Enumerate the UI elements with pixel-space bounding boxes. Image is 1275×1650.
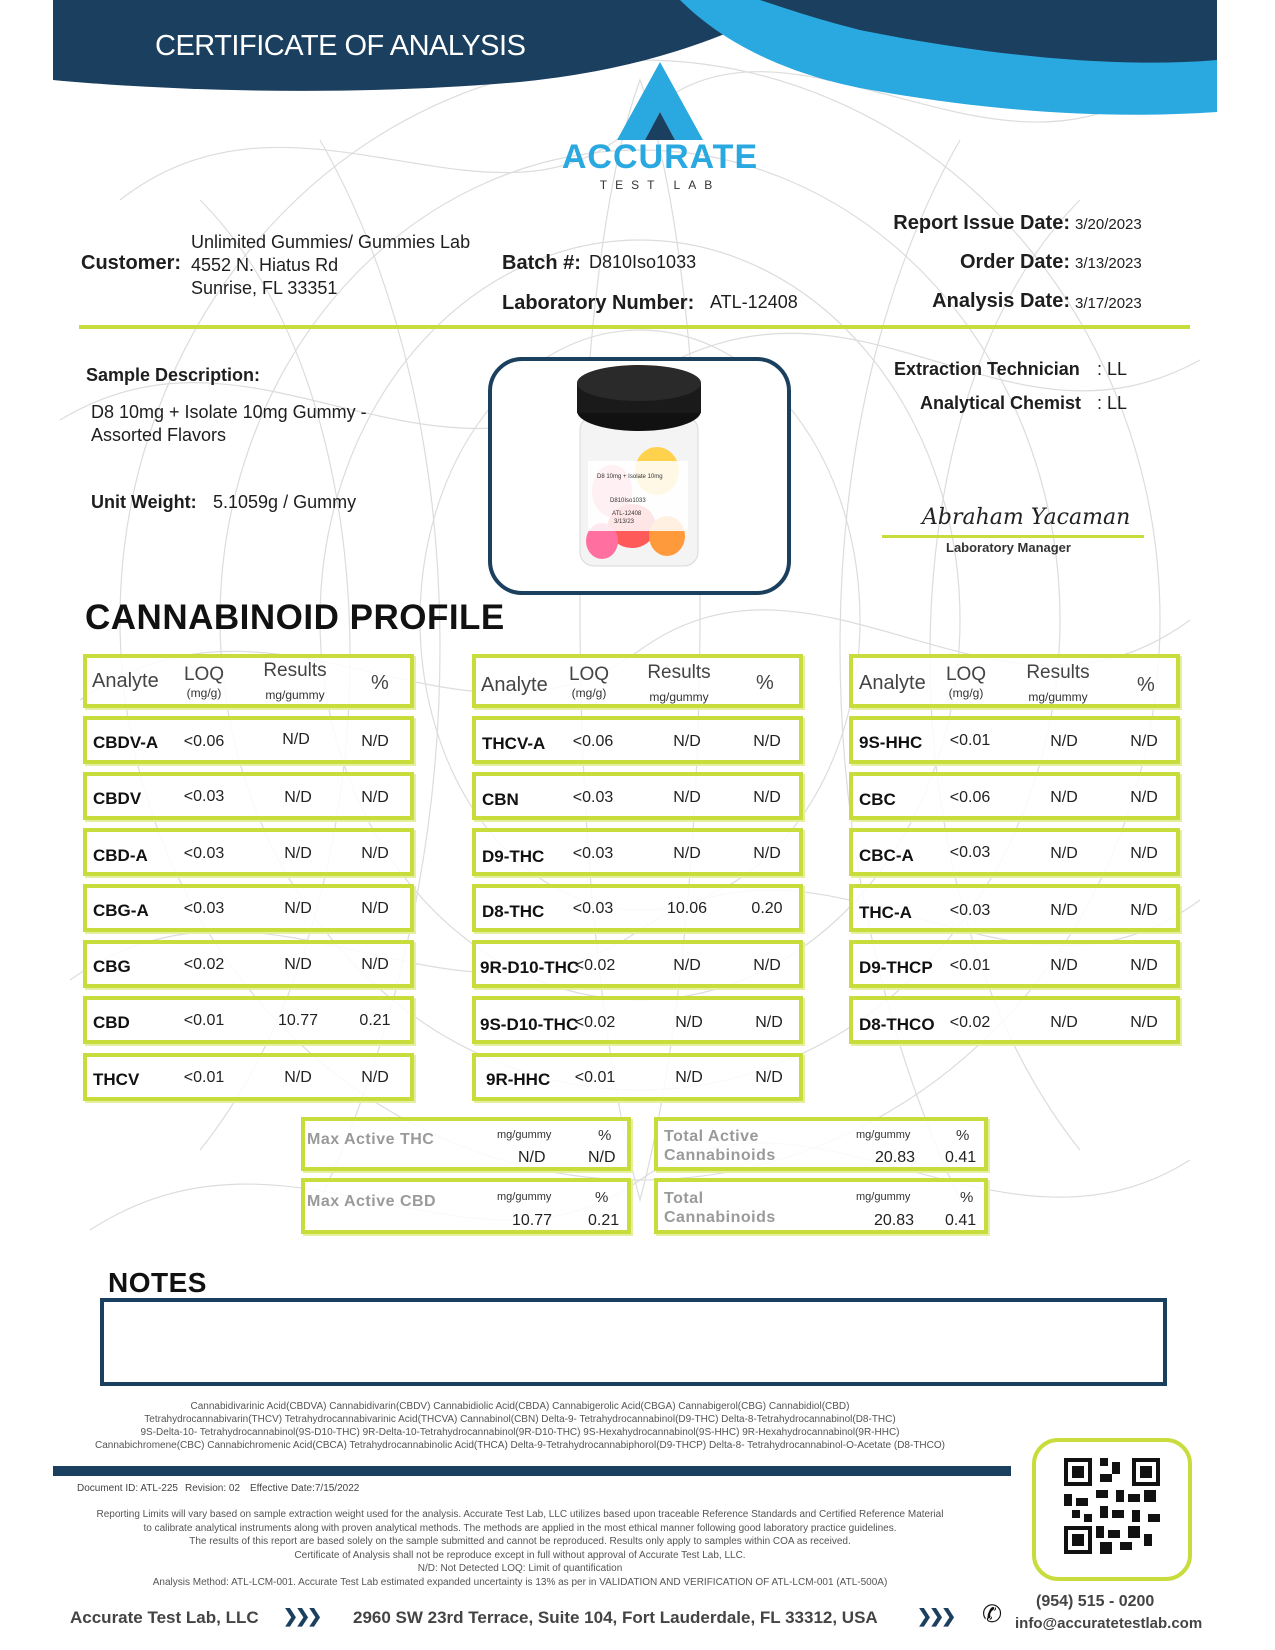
table-header-col1	[83, 654, 414, 708]
table-row	[849, 772, 1180, 820]
jar-label-line2: D810Iso1033	[610, 498, 646, 504]
row-analyte: CBDV-A	[93, 733, 159, 752]
notes-body	[104, 1302, 1163, 1318]
unit-weight-value: 5.1059g / Gummy	[213, 492, 357, 512]
table-row	[83, 772, 414, 820]
max-active-cbd-label: Max Active CBD	[307, 1193, 437, 1210]
table-row	[472, 940, 803, 988]
row-pct: N/D	[753, 733, 781, 750]
max-active-thc-pct: N/D	[588, 1149, 616, 1166]
table-row	[472, 716, 803, 764]
row-result: N/D	[282, 731, 310, 748]
row-pct: N/D	[1130, 789, 1158, 806]
row-loq: <0.03	[183, 788, 225, 805]
row-loq: <0.01	[949, 732, 991, 749]
header-pct: %	[756, 672, 774, 694]
row-loq: <0.01	[183, 1069, 225, 1086]
glossary-line: Cannabidivarinic Acid(CBDVA) Cannabidivarin(CBDV) Cannabidiolic Acid(CBDA) Cannabigerolic Acid(CBGA) Cannabigerol(CBG) Cannabidiol(CBD)	[190, 1401, 850, 1412]
row-analyte: CBG	[93, 957, 131, 976]
report-date-label: Report Issue Date:	[893, 212, 1070, 234]
row-result: N/D	[1050, 789, 1078, 806]
row-pct: N/D	[361, 956, 389, 973]
table-row	[472, 772, 803, 820]
footer-divider	[53, 1466, 1011, 1476]
header-analyte: Analyte	[481, 674, 548, 696]
row-result: 10.06	[666, 900, 708, 917]
row-pct: N/D	[753, 845, 781, 862]
table-row	[849, 940, 1180, 988]
disclaimer	[40, 1508, 1000, 1589]
row-analyte: D8-THCO	[859, 1015, 935, 1034]
jar-label-line3: ATL-12408	[612, 511, 642, 517]
table-row	[472, 996, 803, 1044]
row-loq: <0.03	[949, 902, 991, 919]
row-loq: <0.01	[949, 957, 991, 974]
extraction-technician-value: : LL	[1097, 359, 1128, 379]
max-active-thc-box	[301, 1117, 631, 1171]
header-pct: %	[371, 672, 389, 694]
disclaimer-line: to calibrate analytical instruments along with proven analytical methods. The methods are applied in the most ethical manner following good laboratory practice guidelines.	[143, 1522, 897, 1534]
batch-value: D810Iso1033	[589, 252, 697, 272]
total-active-cannabinoids-pct: 0.41	[945, 1149, 977, 1166]
customer-address-line2: Sunrise, FL 33351	[191, 278, 338, 298]
row-pct: N/D	[753, 957, 781, 974]
row-loq: <0.06	[949, 789, 991, 806]
row-result: N/D	[1050, 845, 1078, 862]
row-pct: N/D	[1130, 902, 1158, 919]
sample-photo-frame	[488, 357, 791, 595]
header-loq: LOQ (mg/g)	[945, 664, 987, 700]
row-loq: <0.02	[574, 1014, 616, 1031]
row-pct: N/D	[755, 1014, 783, 1031]
header-pct: %	[1137, 674, 1155, 696]
analysis-date-value: 3/17/2023	[1075, 295, 1142, 312]
row-analyte: CBG-A	[93, 901, 149, 920]
row-loq: <0.06	[572, 733, 614, 750]
row-result: N/D	[673, 733, 701, 750]
row-loq: <0.03	[949, 844, 991, 861]
row-result: N/D	[1050, 1014, 1078, 1031]
summary-pct-label: %	[595, 1189, 609, 1206]
manager-title: Laboratory Manager	[946, 540, 1071, 555]
header-analyte: Analyte	[92, 670, 159, 692]
order-date-value: 3/13/2023	[1075, 255, 1142, 272]
table-row	[849, 716, 1180, 764]
table-row	[849, 884, 1180, 932]
document-effective-date: Effective Date:7/15/2022	[250, 1483, 360, 1494]
lab-number-value: ATL-12408	[710, 292, 798, 312]
table-row	[83, 716, 414, 764]
customer-name: Unlimited Gummies/ Gummies Lab	[191, 232, 471, 252]
analytical-chemist-value: : LL	[1097, 393, 1128, 413]
table-row	[472, 828, 803, 876]
glossary-line: Tetrahydrocannabivarin(THCV) Tetrahydrocannabivarinic Acid(THCVA) Cannabinol(CBN) Delta-9- Tetrahydrocannabinol(D9-THC) Delta-8-Tetrahydrocannabinol(D8-THC)	[144, 1414, 896, 1425]
row-pct: N/D	[361, 1069, 389, 1086]
row-loq: <0.02	[949, 1014, 991, 1031]
row-analyte: 9S-D10-THC	[480, 1015, 579, 1034]
row-analyte: 9S-HHC	[859, 733, 923, 752]
table-header-col3	[849, 654, 1180, 708]
row-result: N/D	[284, 956, 312, 973]
total-active-cannabinoids-mg: 20.83	[875, 1149, 916, 1166]
table-row	[472, 1053, 803, 1101]
footer-company: Accurate Test Lab, LLC	[70, 1608, 259, 1627]
jar-label-line4: 3/13/23	[614, 519, 635, 525]
footer-email[interactable]: info@accuratetestlab.com	[1015, 1615, 1203, 1632]
row-analyte: 9R-D10-THC	[480, 958, 580, 977]
table-row	[83, 884, 414, 932]
signature-line	[882, 535, 1144, 538]
row-loq: <0.02	[574, 957, 616, 974]
row-analyte: CBDV	[93, 789, 142, 808]
row-pct: N/D	[361, 900, 389, 917]
disclaimer-line: Analysis Method: ATL-LCM-001. Accurate Test Lab estimated expanded uncertainty is 13% as per in VALIDATION AND VERIFICATION OF ATL-LCM-001 (ATL-500A)	[152, 1576, 888, 1588]
max-active-cbd-pct: 0.21	[588, 1212, 620, 1229]
footer-address: 2960 SW 23rd Terrace, Suite 104, Fort Lauderdale, FL 33312, USA	[353, 1608, 878, 1627]
row-pct: 0.20	[751, 900, 783, 917]
table-row	[83, 828, 414, 876]
row-analyte: CBC-A	[859, 846, 914, 865]
header-results: Results mg/gummy	[647, 662, 711, 704]
row-pct: N/D	[1130, 957, 1158, 974]
row-pct: N/D	[1130, 733, 1158, 750]
report-date-value: 3/20/2023	[1075, 216, 1142, 233]
row-pct: 0.21	[359, 1012, 391, 1029]
glossary-line: Cannabichromene(CBC) Cannabichromenic Acid(CBCA) Tetrahydrocannabinolic Acid(THCA) Delta-9-Tetrahydrocannabiphorol(D9-THCP) Delta-8- Tetrahydrocannabinol-O-Acetate (D8-THCO)	[95, 1440, 945, 1451]
header-divider	[79, 325, 1190, 329]
row-analyte: THCV	[93, 1070, 140, 1089]
header-results: Results mg/gummy	[1026, 662, 1090, 704]
total-cannabinoids-mg: 20.83	[874, 1212, 915, 1229]
row-result: N/D	[675, 1069, 703, 1086]
glossary	[40, 1400, 1000, 1452]
row-result: N/D	[673, 789, 701, 806]
row-result: N/D	[1050, 957, 1078, 974]
jar-label-line1: D8 10mg + Isolate 10mg	[597, 474, 663, 480]
notes-title: NOTES	[108, 1267, 207, 1298]
max-active-cbd-box	[301, 1178, 631, 1234]
document-id: Document ID: ATL-225	[77, 1483, 178, 1494]
max-active-cbd-mg: 10.77	[512, 1212, 553, 1229]
summary-pct-label: %	[598, 1127, 612, 1144]
row-analyte: CBC	[859, 790, 896, 809]
extraction-technician-label: Extraction Technician	[894, 359, 1080, 379]
summary-pct-label: %	[956, 1127, 970, 1144]
row-pct: N/D	[753, 789, 781, 806]
row-loq: <0.03	[572, 845, 614, 862]
sample-description-line1: D8 10mg + Isolate 10mg Gummy -	[91, 402, 367, 422]
sample-description-line2: Assorted Flavors	[91, 425, 227, 445]
summary-pct-label: %	[960, 1189, 974, 1206]
table-row	[83, 996, 414, 1044]
row-analyte: D9-THCP	[859, 958, 933, 977]
row-loq: <0.01	[574, 1069, 616, 1086]
table-header-col2	[472, 654, 803, 708]
disclaimer-line: Certificate of Analysis shall not be reproduce except in full without approval of Accurate Test Lab, LLC.	[294, 1549, 746, 1561]
row-analyte: CBD-A	[93, 846, 148, 865]
summary-unit-label: mg/gummy	[856, 1191, 911, 1203]
row-result: N/D	[673, 957, 701, 974]
row-analyte: 9R-HHC	[486, 1070, 551, 1089]
row-result: N/D	[675, 1014, 703, 1031]
company-logo	[555, 60, 765, 200]
row-loq: <0.03	[572, 789, 614, 806]
customer-label: Customer:	[81, 252, 182, 274]
row-pct: N/D	[1130, 845, 1158, 862]
row-result: N/D	[284, 900, 312, 917]
row-pct: N/D	[361, 733, 389, 750]
disclaimer-line: Reporting Limits will vary based on sample extraction weight used for the analysis. Accurate Test Lab, LLC utilizes based upon traceable Reference Standards and Certified Reference Material	[96, 1509, 944, 1520]
header-loq: LOQ (mg/g)	[183, 664, 225, 700]
qr-code-icon	[1064, 1458, 1160, 1554]
row-result: N/D	[1050, 902, 1078, 919]
row-loq: <0.01	[183, 1012, 225, 1029]
max-active-thc-label: Max Active THC	[307, 1131, 435, 1148]
table-row	[849, 996, 1180, 1044]
header-loq: LOQ (mg/g)	[568, 664, 610, 700]
row-result: N/D	[1050, 733, 1078, 750]
total-cannabinoids-label: Total Cannabinoids	[664, 1190, 776, 1226]
unit-weight-label: Unit Weight:	[91, 492, 197, 512]
summary-unit-label: mg/gummy	[497, 1129, 552, 1141]
row-result: 10.77	[277, 1012, 319, 1029]
notes-box	[100, 1298, 1167, 1386]
row-analyte: CBD	[93, 1013, 130, 1032]
row-analyte: D9-THC	[482, 847, 545, 866]
footer-phone[interactable]: (954) 515 - 0200	[1036, 1593, 1155, 1610]
row-result: N/D	[284, 845, 312, 862]
summary-unit-label: mg/gummy	[497, 1191, 552, 1203]
row-result: N/D	[284, 1069, 312, 1086]
disclaimer-line: The results of this report are based solely on the sample submitted and cannot be reproduced. Results only apply to samples within COA as received.	[189, 1536, 851, 1547]
table-row	[83, 940, 414, 988]
row-analyte: D8-THC	[482, 902, 545, 921]
row-result: N/D	[284, 789, 312, 806]
analytical-chemist-label: Analytical Chemist	[920, 393, 1082, 413]
chevron-right-icon: ❯❯❯	[283, 1606, 320, 1626]
table-row	[472, 884, 803, 932]
row-analyte: CBN	[482, 790, 519, 809]
total-cannabinoids-pct: 0.41	[945, 1212, 977, 1229]
chevron-right-icon: ❯❯❯	[917, 1606, 954, 1626]
row-pct: N/D	[361, 789, 389, 806]
row-result: N/D	[673, 845, 701, 862]
analysis-date-label: Analysis Date:	[932, 290, 1070, 312]
row-pct: N/D	[361, 845, 389, 862]
header-results: Results mg/gummy	[263, 660, 327, 702]
row-loq: <0.02	[183, 956, 225, 973]
cannabinoid-profile-title: CANNABINOID PROFILE	[85, 598, 505, 637]
table-row	[849, 828, 1180, 876]
row-pct: N/D	[1130, 1014, 1158, 1031]
row-loq: <0.03	[572, 900, 614, 917]
row-analyte: THCV-A	[482, 734, 546, 753]
table-row	[83, 1053, 414, 1101]
batch-label: Batch #:	[502, 252, 581, 274]
row-loq: <0.06	[183, 733, 225, 750]
document-title: CERTIFICATE OF ANALYSIS	[155, 30, 526, 62]
disclaimer-line: N/D: Not Detected LOQ: Limit of quantification	[417, 1563, 623, 1574]
customer-address-line1: 4552 N. Hiatus Rd	[191, 255, 339, 275]
glossary-line: 9S-Delta-10- Tetrahydrocannabinol(9S-D10-THC) 9R-Delta-10-Tetrahydrocannabinol(9R-D10-THC) 9S-Hexahydrocannabinol(9S-HHC) 9R-Hexahydrocannabinol(9R-HHC)	[140, 1427, 900, 1438]
row-analyte: THC-A	[859, 903, 912, 922]
logo-mountain-icon	[555, 60, 765, 140]
row-loq: <0.03	[183, 900, 225, 917]
document-revision: Revision: 02	[185, 1483, 241, 1494]
qr-code-frame[interactable]	[1032, 1438, 1192, 1581]
summary-unit-label: mg/gummy	[856, 1129, 911, 1141]
logo-subtitle: TEST LAB	[599, 178, 721, 192]
lab-number-label: Laboratory Number:	[502, 292, 695, 314]
phone-icon: ✆	[982, 1601, 1003, 1628]
order-date-label: Order Date:	[959, 251, 1070, 273]
logo-wordmark: ACCURATE	[561, 138, 759, 176]
sample-description-label: Sample Description:	[86, 365, 261, 385]
row-loq: <0.03	[183, 845, 225, 862]
row-pct: N/D	[755, 1069, 783, 1086]
max-active-thc-mg: N/D	[518, 1149, 546, 1166]
total-cannabinoids-box	[654, 1178, 988, 1234]
header-analyte: Analyte	[859, 672, 926, 694]
total-active-cannabinoids-box	[654, 1117, 988, 1171]
total-active-cannabinoids-label: Total Active Cannabinoids	[664, 1128, 776, 1164]
manager-signature: Abraham Yacaman	[922, 505, 1131, 530]
